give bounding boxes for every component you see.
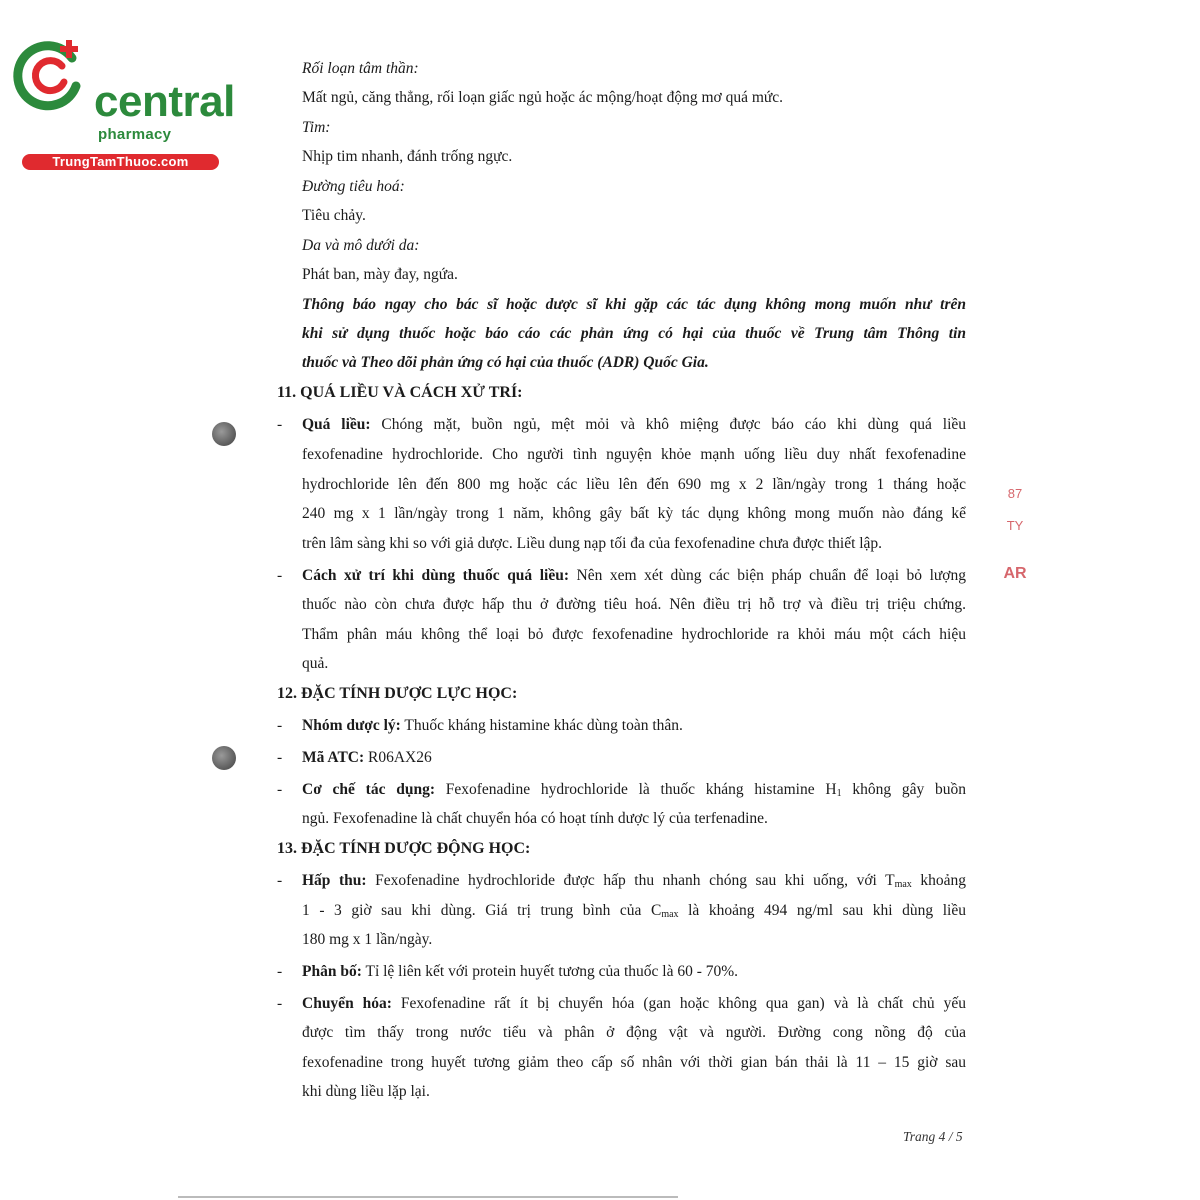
list-dash: - xyxy=(277,749,283,766)
item-label: Chuyển hóa: xyxy=(302,995,392,1012)
item-label: Quá liều: xyxy=(302,416,371,433)
text-line: hydrochloride lên đến 800 mg hoặc các liều lên đến 690 mg x 2 lần/ngày trong 1 tháng hoặc xyxy=(302,476,966,493)
subscript: max xyxy=(894,879,912,890)
section-label-digestive: Đường tiêu hoá: xyxy=(302,178,405,195)
page-number: Trang 4 / 5 xyxy=(903,1129,963,1144)
text-line: 240 mg x 1 lần/ngày trong 1 năm, không gây bất kỳ tác dụng không mong muốn nào đáng kể xyxy=(302,505,966,522)
item-text: Tỉ lệ liên kết với protein huyết tương của thuốc là 60 - 70%. xyxy=(361,963,739,980)
subscript: max xyxy=(661,909,679,920)
list-dash: - xyxy=(277,567,283,584)
logo-subtitle: pharmacy xyxy=(98,126,172,143)
logo-url-badge: TrungTamThuoc.com xyxy=(22,154,219,170)
warning-line: khi sử dụng thuốc hoặc báo cáo các phản ứng có hại của thuốc về Trung tâm Thông tin xyxy=(302,325,966,342)
item-text: Chóng mặt, buồn ngủ, mệt mỏi và khô miệng được báo cáo khi dùng quá liều xyxy=(370,416,967,433)
heading-section-11: 11. QUÁ LIỀU VÀ CÁCH XỬ TRÍ: xyxy=(277,384,523,401)
subscript: 1 xyxy=(836,788,842,799)
list-dash: - xyxy=(277,872,283,889)
item-text: Fexofenadine rất ít bị chuyển hóa (gan hoặc không qua gan) và là chất chủ yếu xyxy=(391,995,967,1012)
item-text: 1 - 3 giờ sau khi dùng. Giá trị trung bình của C xyxy=(302,902,662,919)
list-item-atc-code xyxy=(302,748,432,768)
item-text: là khoảng 494 ng/ml sau khi dùng liều xyxy=(678,902,966,919)
heading-section-13: 13. ĐẶC TÍNH DƯỢC ĐỘNG HỌC: xyxy=(277,840,531,857)
list-item-overdose xyxy=(302,415,966,435)
list-item-mechanism xyxy=(302,780,966,800)
text-line: được tìm thấy trong nước tiểu và phân ở động vật và người. Đường cong nồng độ của xyxy=(302,1024,966,1041)
section-label-heart: Tim: xyxy=(302,119,331,136)
text-line: khi dùng liều lặp lại. xyxy=(302,1083,430,1100)
bottom-rule xyxy=(178,1196,678,1198)
warning-line: Thông báo ngay cho bác sĩ hoặc dược sĩ khi gặp các tác dụng không mong muốn như trên xyxy=(302,296,966,313)
heading-section-12: 12. ĐẶC TÍNH DƯỢC LỰC HỌC: xyxy=(277,685,518,702)
item-text: không gây buồn xyxy=(841,781,966,798)
text-line: quả. xyxy=(302,655,329,672)
punch-hole-upper xyxy=(212,422,236,446)
list-dash: - xyxy=(277,717,283,734)
item-text: khoảng xyxy=(911,872,966,889)
logo-name: central xyxy=(94,77,235,126)
warning-line: thuốc và Theo dõi phản ứng có hại của thuốc (ADR) Quốc Gia. xyxy=(302,354,709,371)
list-item-distribution xyxy=(302,962,738,982)
list-item-metabolism xyxy=(302,994,966,1014)
item-label: Hấp thu: xyxy=(302,872,367,889)
pharmacy-cross-icon xyxy=(10,36,90,116)
text-line: Phát ban, mày đay, ngứa. xyxy=(302,266,458,283)
item-text: Fexofenadine hydrochloride được hấp thu nhanh chóng sau khi uống, với T xyxy=(366,872,895,889)
text-line: fexofenadine trong huyết tương giảm theo cấp số nhân với thời gian bán thải là 11 – 15 giờ sau xyxy=(302,1054,966,1071)
text-line: Mất ngủ, căng thẳng, rối loạn giấc ngủ hoặc ác mộng/hoạt động mơ quá mức. xyxy=(302,89,784,106)
stamp-text: AR xyxy=(1003,565,1027,582)
central-pharmacy-logo xyxy=(10,36,235,169)
text-line: 180 mg x 1 lần/ngày. xyxy=(302,931,433,948)
item-label: Mã ATC: xyxy=(302,749,365,766)
text-line: Tiêu chảy. xyxy=(302,207,366,224)
text-line: thuốc nào còn chưa được hấp thu ở đường tiêu hoá. Nên điều trị hỗ trợ và điều trị triệu chứng. xyxy=(302,596,966,613)
list-dash: - xyxy=(277,995,283,1012)
item-label: Cách xử trí khi dùng thuốc quá liều: xyxy=(302,567,569,584)
list-dash: - xyxy=(277,416,283,433)
list-item-absorption xyxy=(302,871,966,891)
list-dash: - xyxy=(277,963,283,980)
text-line: fexofenadine hydrochloride. Cho người tình nguyện khỏe mạnh uống liều duy nhất fexofenadine xyxy=(302,446,966,463)
text-line: Nhịp tim nhanh, đánh trống ngực. xyxy=(302,148,513,165)
text-line: ngủ. Fexofenadine là chất chuyển hóa có hoạt tính dược lý của terfenadine. xyxy=(302,810,768,827)
item-text: Nên xem xét dùng các biện pháp chuẩn để loại bỏ lượng xyxy=(568,567,966,584)
stamp-text: TY xyxy=(1006,518,1024,533)
item-text: Thuốc kháng histamine khác dùng toàn thân. xyxy=(400,717,683,734)
item-label: Phân bố: xyxy=(302,963,362,980)
stamp-text: 87 xyxy=(1007,486,1023,501)
stamp-fragment xyxy=(1002,485,1028,635)
section-label-psychiatric: Rối loạn tâm thần: xyxy=(302,60,419,77)
text-line: Thẩm phân máu không thể loại bỏ được fexofenadine hydrochloride ra khỏi máu một cách hiệu xyxy=(302,626,966,643)
section-label-skin: Da và mô dưới da: xyxy=(302,237,420,254)
list-dash: - xyxy=(277,781,283,798)
item-text: R06AX26 xyxy=(364,749,432,766)
text-line xyxy=(302,901,966,921)
list-item-treatment xyxy=(302,566,966,586)
list-item-pharmacologic-group xyxy=(302,716,683,736)
text-line: trên lâm sàng khi so với giả dược. Liều dung nạp tối đa của fexofenadine chưa được thiết lập. xyxy=(302,535,883,552)
item-text: Fexofenadine hydrochloride là thuốc kháng histamine H xyxy=(435,781,837,798)
punch-hole-lower xyxy=(212,746,236,770)
item-label: Cơ chế tác dụng: xyxy=(302,781,435,798)
item-label: Nhóm dược lý: xyxy=(302,717,401,734)
